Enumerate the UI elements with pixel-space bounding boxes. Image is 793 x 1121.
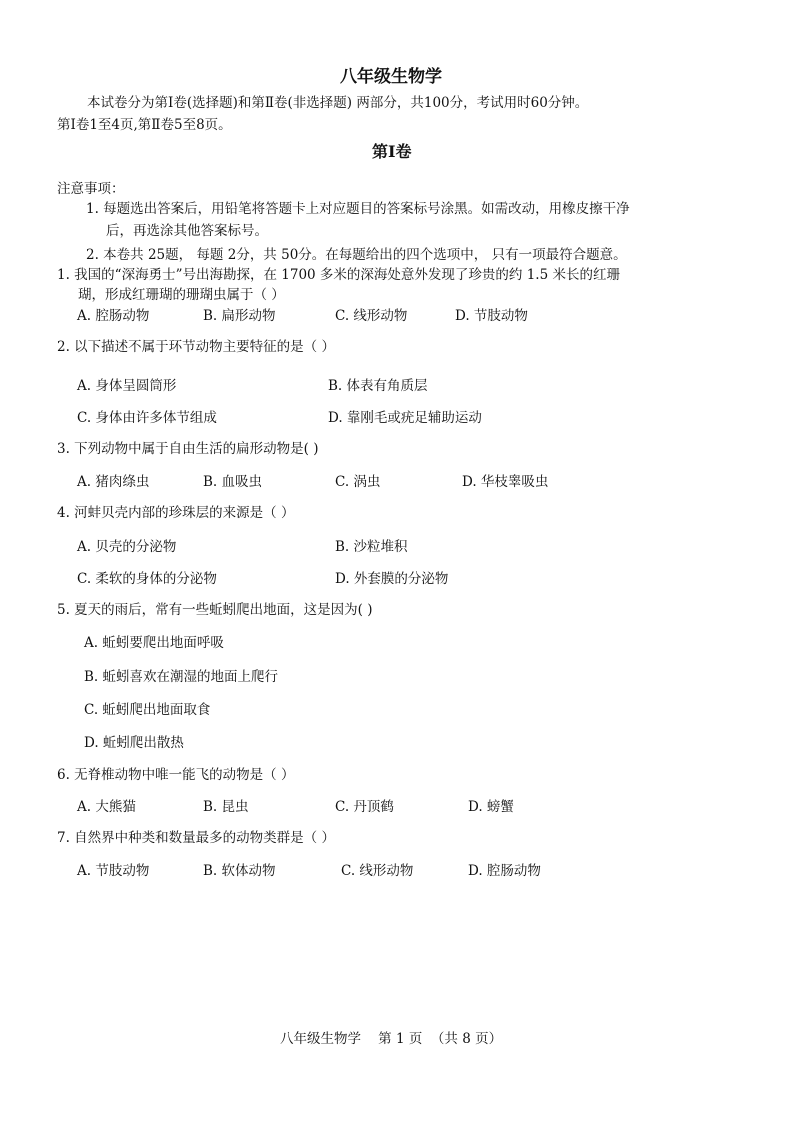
option-d[interactable]: D. 靠刚毛或疣足辅助运动	[328, 410, 482, 426]
option-a[interactable]: A. 猪肉绦虫	[77, 474, 150, 490]
option-c[interactable]: C. 身体由许多体节组成	[77, 410, 217, 426]
page-title: 八年级生物学	[340, 67, 442, 87]
option-d[interactable]: D. 蚯蚓爬出散热	[84, 735, 184, 751]
question-stem: 2. 以下描述不属于环节动物主要特征的是（ ）	[57, 339, 335, 355]
option-a[interactable]: A. 腔肠动物	[77, 308, 150, 324]
section-title: 第Ⅰ卷	[372, 142, 412, 161]
option-c[interactable]: C. 柔软的身体的分泌物	[77, 571, 217, 587]
option-b[interactable]: B. 体表有角质层	[328, 378, 428, 394]
intro-line-1: 本试卷分为第Ⅰ卷(选择题)和第Ⅱ卷(非选择题) 两部分，共100分，考试用时60分钟。	[87, 95, 589, 111]
option-d[interactable]: D. 螃蟹	[468, 799, 514, 815]
question-stem: 3. 下列动物中属于自由生活的扁形动物是( )	[57, 441, 319, 457]
option-d[interactable]: D. 华枝睾吸虫	[462, 474, 549, 490]
option-c[interactable]: C. 线形动物	[335, 308, 408, 324]
option-c[interactable]: C. 丹顶鹤	[335, 799, 394, 815]
option-a[interactable]: A. 贝壳的分泌物	[77, 539, 177, 555]
option-d[interactable]: D. 外套膜的分泌物	[335, 571, 449, 587]
option-c[interactable]: C. 蚯蚓爬出地面取食	[84, 702, 211, 718]
question-stem-cont: 瑚，形成红珊瑚的珊瑚虫属于（ ）	[78, 287, 285, 303]
option-a[interactable]: A. 节肢动物	[77, 863, 150, 879]
intro-line-2: 第Ⅰ卷1至4页,第Ⅱ卷5至8页。	[57, 117, 232, 133]
option-a[interactable]: A. 身体呈圆筒形	[77, 378, 177, 394]
option-b[interactable]: B. 蚯蚓喜欢在潮湿的地面上爬行	[84, 669, 279, 685]
question-stem: 5. 夏天的雨后，常有一些蚯蚓爬出地面，这是因为( )	[57, 602, 373, 618]
option-d[interactable]: D. 节肢动物	[455, 308, 528, 324]
option-c[interactable]: C. 涡虫	[335, 474, 381, 490]
question-stem: 1. 我国的“深海勇士”号出海勘探，在 1700 多米的深海处意外发现了珍贵的约 1.5 米长的红珊	[57, 267, 620, 283]
option-b[interactable]: B. 沙粒堆积	[335, 539, 408, 555]
option-b[interactable]: B. 软体动物	[203, 863, 276, 879]
notes-item-1-cont: 后，再选涂其他答案标号。	[106, 223, 268, 239]
question-stem: 7. 自然界中种类和数量最多的动物类群是（ ）	[57, 830, 335, 846]
option-c[interactable]: C. 线形动物	[341, 863, 414, 879]
option-d[interactable]: D. 腔肠动物	[468, 863, 541, 879]
page-footer: 八年级生物学 第 1 页 （共 8 页）	[280, 1031, 503, 1047]
option-b[interactable]: B. 血吸虫	[203, 474, 263, 490]
option-a[interactable]: A. 蚯蚓要爬出地面呼吸	[84, 635, 224, 651]
notes-heading: 注意事项：	[57, 181, 125, 197]
question-stem: 4. 河蚌贝壳内部的珍珠层的来源是（ ）	[57, 505, 295, 521]
option-b[interactable]: B. 昆虫	[203, 799, 249, 815]
option-a[interactable]: A. 大熊猫	[77, 799, 136, 815]
option-b[interactable]: B. 扁形动物	[203, 308, 276, 324]
notes-item-1: 1. 每题选出答案后，用铅笔将答题卡上对应题目的答案标号涂黑。如需改动，用橡皮擦干净	[86, 201, 630, 217]
notes-item-2: 2. 本卷共 25题， 每题 2分，共 50分。在每题给出的四个选项中， 只有一项最符合题意。	[86, 247, 627, 263]
question-stem: 6. 无脊椎动物中唯一能飞的动物是（ ）	[57, 767, 295, 783]
